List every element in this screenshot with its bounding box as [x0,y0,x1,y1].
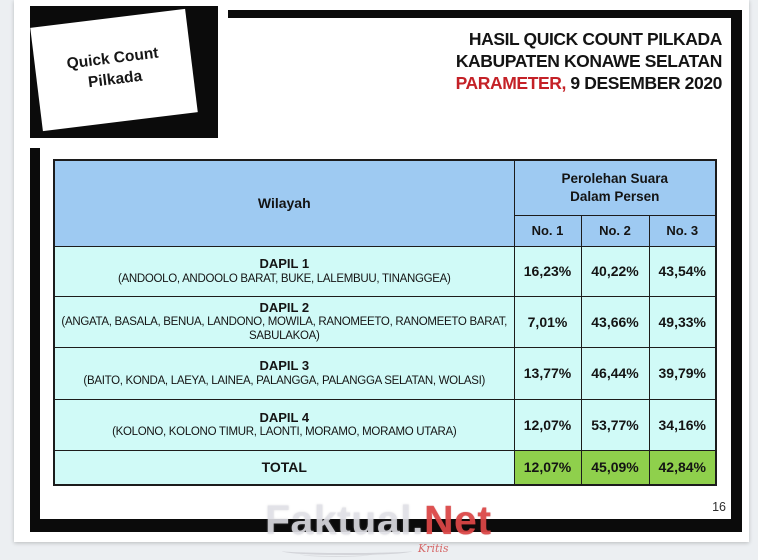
dapil-regions: (ANGATA, BASALA, BENUA, LANDONO, MOWILA, RANOMEETO, RANOMEETO BARAT, SABULAKOA) [61,316,508,343]
header-no1: No. 1 [514,215,581,246]
cell-no1: 7,01% [514,296,581,347]
header-no2: No. 2 [581,215,649,246]
cell-no3: 34,16% [649,399,716,450]
watermark-swoosh-2 [300,551,372,557]
logo-card-text [66,44,163,97]
cell-wilayah-dapil2 [54,296,514,347]
cell-no1: 12,07% [514,399,581,450]
total-no3: 42,84% [649,450,716,485]
results-table-wrapper [53,159,717,486]
dapil-label: DAPIL 2 [259,299,310,315]
cell-wilayah-dapil3 [54,347,514,399]
table-row-dapil1 [54,246,716,296]
cell-no3: 39,79% [649,347,716,399]
cell-wilayah-dapil1 [54,246,514,296]
dapil-label: DAPIL 4 [259,409,310,425]
cell-no1: 13,77% [514,347,581,399]
table-row-total [54,450,716,485]
dapil-label: DAPIL 1 [259,256,310,272]
cell-no2: 43,66% [581,296,649,347]
cell-no2: 53,77% [581,399,649,450]
header-group-line2: Dalam Persen [570,188,660,204]
table-row-dapil3 [54,347,716,399]
table-row-dapil4 [54,399,716,450]
page-number: 16 [712,500,726,514]
slide-title [400,28,722,94]
cell-wilayah-dapil4 [54,399,514,450]
table-row-dapil2 [54,296,716,347]
title-line-2: KABUPATEN KONAWE SELATAN [455,51,722,71]
dapil-regions: (KOLONO, KOLONO TIMUR, LAONTI, MORAMO, MORAMO UTARA) [112,426,457,439]
header-no3: No. 3 [649,215,716,246]
results-table [53,159,717,486]
title-line-1: HASIL QUICK COUNT PILKADA [468,29,722,49]
dapil-regions: (BAITO, KONDA, LAEYA, LAINEA, PALANGGA, PALANGGA SELATAN, WOLASI) [83,374,486,387]
watermark-part1: Faktual. [265,497,424,543]
logo-card [30,9,198,131]
total-no1: 12,07% [514,450,581,485]
total-no2: 45,09% [581,450,649,485]
header-group [514,160,716,215]
watermark-logo [265,497,492,544]
dapil-regions: (ANDOOLO, ANDOOLO BARAT, BUKE, LALEMBUU, TINANGGEA) [117,272,451,285]
watermark-tagline: Kritis [418,542,449,555]
logo-line-2: Pilkada [87,67,144,92]
header-group-line1: Perolehan Suara [561,171,669,187]
cell-no1: 16,23% [514,246,581,296]
title-highlight: PARAMETER, [455,73,566,93]
title-line-3 [400,72,722,94]
cell-no3: 43,54% [649,246,716,296]
total-label: TOTAL [54,450,514,485]
header-wilayah: Wilayah [54,160,514,246]
watermark-part2: Net [423,497,492,543]
title-date: 9 DESEMBER 2020 [565,73,722,93]
cell-no2: 40,22% [581,246,649,296]
cell-no3: 49,33% [649,296,716,347]
cell-no2: 46,44% [581,347,649,399]
logo-line-1: Quick Count [65,44,160,73]
dapil-label: DAPIL 3 [259,358,310,374]
